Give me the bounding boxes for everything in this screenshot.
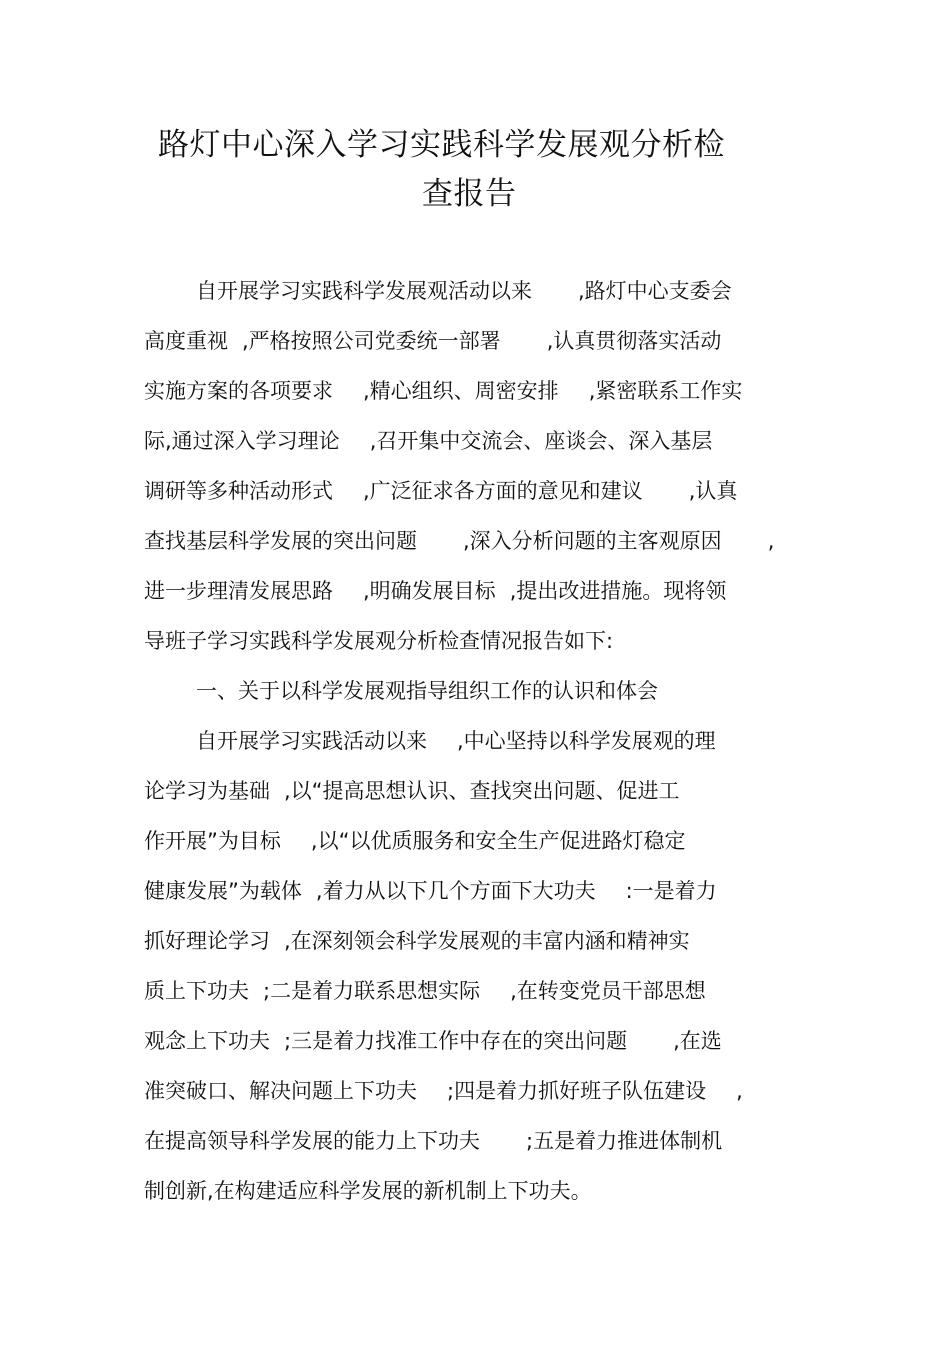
text-segment: ,精心组织、周密安排 xyxy=(363,379,559,403)
text-line xyxy=(144,1075,824,1125)
text-segment: 导班子学习实践科学发展观分析检查情况报告如下: xyxy=(144,629,614,653)
document-body xyxy=(144,275,824,1225)
text-line xyxy=(144,475,824,525)
text-line xyxy=(144,1175,824,1225)
text-segment: ,在转变党员干部思想 xyxy=(510,979,706,1003)
text-segment: ,广泛征求各方面的意见和建议 xyxy=(363,479,643,503)
text-segment: 自开展学习实践活动以来 xyxy=(196,729,427,753)
text-segment: 一、关于以科学发展观指导组织工作的认识和体会 xyxy=(196,679,658,703)
document-title-line-2: 查报告 xyxy=(422,176,517,212)
text-segment: ,在选 xyxy=(673,1029,722,1053)
text-line xyxy=(144,875,824,925)
text-segment: ,以“提高思想认识、查找突出问题、促进工 xyxy=(284,779,680,803)
text-segment: 制创新,在构建适应科学发展的新机制上下功夫。 xyxy=(144,1179,592,1203)
text-segment: ,认真贯彻落实活动 xyxy=(546,329,722,353)
text-segment: 调研等多种活动形式 xyxy=(144,479,333,503)
text-segment: ,深入分析问题的主客观原因 xyxy=(463,529,722,553)
text-segment: 际,通过深入学习理论 xyxy=(144,429,340,453)
text-segment: ,明确发展目标 xyxy=(363,579,496,603)
text-segment: 高度重视 xyxy=(144,329,228,353)
text-segment: ;四是着力抓好班子队伍建设 xyxy=(447,1079,707,1103)
text-segment: 在提高领导科学发展的能力上下功夫 xyxy=(144,1129,480,1153)
text-line xyxy=(144,575,824,625)
text-segment: ,紧密联系工作实 xyxy=(588,379,743,403)
text-line xyxy=(144,775,824,825)
text-segment: ;五是着力推进体制机 xyxy=(526,1129,723,1153)
text-line xyxy=(144,375,824,425)
text-segment: ,认真 xyxy=(688,479,738,503)
document-title-line-1: 路灯中心深入学习实践科学发展观分析检 xyxy=(158,127,725,163)
text-line xyxy=(144,525,824,575)
text-segment: 实施方案的各项要求 xyxy=(144,379,333,403)
text-segment: ,着力从以下几个方面下大功夫 xyxy=(315,879,596,903)
text-segment: ,在深刻领会科学发展观的丰富内涵和精神实 xyxy=(284,929,690,953)
text-segment: ,路灯中心支委会 xyxy=(578,279,732,303)
text-line xyxy=(144,1125,824,1175)
section-heading xyxy=(144,675,824,725)
text-segment: ,召开集中交流会、座谈会、深入基层 xyxy=(369,429,713,453)
text-segment: ;三是着力找准工作中存在的突出问题 xyxy=(284,1029,628,1053)
text-line xyxy=(144,725,824,775)
text-segment: 进一步理清发展思路 xyxy=(144,579,333,603)
text-segment: 健康发展”为载体 xyxy=(144,879,302,903)
text-segment: ;二是着力联系思想实际 xyxy=(263,979,481,1003)
text-segment: ,中心坚持以科学发展观的理 xyxy=(457,729,716,753)
text-segment: 论学习为基础 xyxy=(144,779,270,803)
text-segment: 质上下功夫 xyxy=(144,979,249,1003)
text-segment: ,以“以优质服务和安全生产促进路灯稳定 xyxy=(310,829,686,853)
text-line xyxy=(144,1025,824,1075)
text-segment: ,提出改进措施。现将领 xyxy=(509,579,727,603)
text-segment: , xyxy=(736,1079,743,1103)
text-segment: 观念上下功夫 xyxy=(144,1029,270,1053)
text-line xyxy=(144,275,824,325)
text-segment: , xyxy=(767,529,775,553)
text-segment: 抓好理论学习 xyxy=(144,929,270,953)
text-line xyxy=(144,425,824,475)
text-line xyxy=(144,325,824,375)
text-segment: 作开展”为目标 xyxy=(144,829,281,853)
text-line xyxy=(144,625,824,675)
text-segment: 查找基层科学发展的突出问题 xyxy=(144,529,417,553)
text-segment: 自开展学习实践科学发展观活动以来 xyxy=(196,279,532,303)
text-segment: 准突破口、解决问题上下功夫 xyxy=(144,1079,417,1103)
text-segment: ,严格按照公司党委统一部署 xyxy=(242,329,501,353)
text-line xyxy=(144,925,824,975)
text-line xyxy=(144,975,824,1025)
text-line xyxy=(144,825,824,875)
text-segment: :一是着力 xyxy=(625,879,717,903)
